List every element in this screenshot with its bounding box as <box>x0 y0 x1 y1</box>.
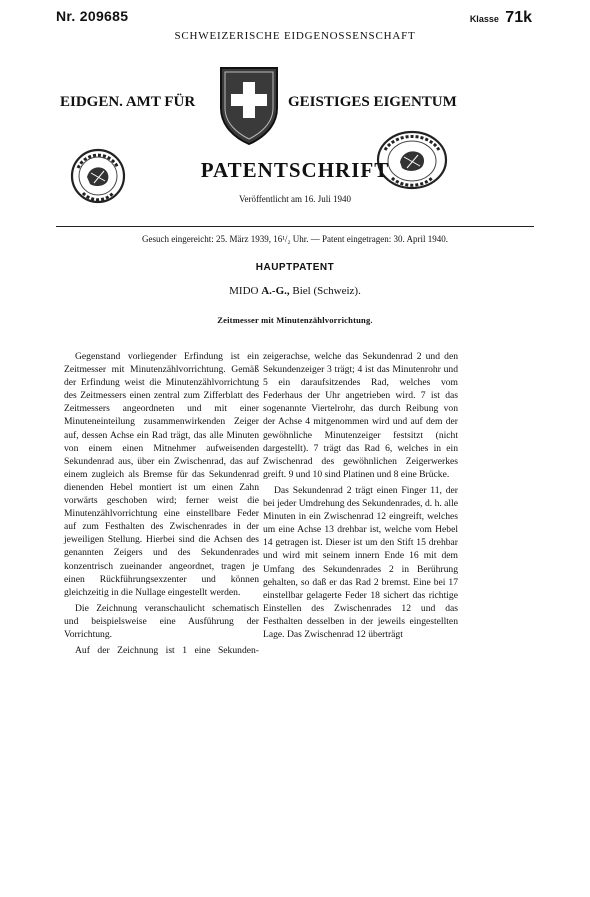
text-column-right <box>263 350 458 644</box>
class-value: 71k <box>505 9 532 26</box>
filing-dates: Gesuch eingereicht: 25. März 1939, 16¹/₂ Uhr. — Patent eingetragen: 30. April 1940. <box>141 234 449 244</box>
paragraph: Die Zeichnung veranschaulicht schematisch und beispielsweise eine Ausführung der Vorrichtung. <box>64 602 259 640</box>
patent-holder <box>0 285 590 297</box>
holder-city: Biel (Schweiz). <box>292 285 361 297</box>
office-name-right: GEISTIGES EIGENTUM <box>288 94 457 110</box>
office-name-left: EIDGEN. AMT FÜR <box>60 94 196 110</box>
publication-date: Veröffentlicht am 16. Juli 1940 <box>238 194 352 204</box>
confederation-heading: SCHWEIZERISCHE EIDGENOSSENSCHAFT <box>174 30 416 42</box>
divider-line <box>56 226 534 227</box>
document-type-heading: PATENTSCHRIFT <box>200 158 390 182</box>
paragraph: Das Sekundenrad 2 trägt einen Finger 11, der bei jeder Umdrehung des Sekundenrades, d. h. alle Minuten in ein Zwischenrad 12 eingreift, welches um eine Achse 13 drehbar ist, welche vom Hebel 14 getragen ist. Dieser ist um den Stift 15 drehbar und wird mit seinem innern Ende 16 mit dem Umfang des Sekundenrades 2 in Berührung gehalten, so daß er das Rad 2 bremst. Eine bei 17 einstellbar gelagerte Feder 18 sichert das richtige Einstellen des Zwischenrades 12 und das Festhalten desselben in der jeweils eingestellten Lage. Das Zwischenrad 12 überträgt <box>263 484 459 640</box>
paragraph: zeigerachse, welche das Sekundenrad 2 und den Sekundenzeiger 3 trägt; 4 ist das Minutenrohr und 5 ein daraufsitzendes Rad, welches vom Federhaus der Uhr angetrieben wird. 7 ist das sogenannte Viertelrohr, das durch Reibung von der Achse 4 mitgenommen wird und auf dem der gewöhnliche Minutenzeiger festsitzt (nicht dargestellt). 7 trägt das Rad 6, welches in ein Zwischenrad des gewöhnlichen Zeigerwerkes greift. 9 und 10 sind Platinen und 8 eine Brücke. <box>263 351 458 480</box>
patent-class <box>470 9 532 27</box>
paragraph: Gegenstand vorliegender Erfindung ist ein Zeitmesser mit Minutenzählvorrichtung. Gemäß der Erfindung weist die Minutenzählvorrichtung des Zeitmessers einen zentral zum Zifferblatt des Zeitmessers angeordneten und mit einer Minuteneinteilung zusammenwirkenden Zeiger auf, dessen Achse ein Rad trägt, das alle Minuten von einem einen Mitnehmer aufweisenden Sekundenrad aus, über ein Zwischenrad, das auf einem zugleich als Bremse für das Sekundenrad dienenden Hebel montiert ist um einen Zahn vorwärts geschoben wird; ferner weist die Minutenzählvorrichtung eine einstellbare Feder auf zum Festhalten des Zwischenrades in der jeweiligen Stellung. Hierbei sind die Achsen des genannten Zeigers und des Sekundenrades konzentrisch zueinander angeordnet, tragen je einen Rückführungsexzenter und können gleichzeitig in die Nullage eingestellt werden. <box>64 351 259 598</box>
holder-company: A.-G., <box>261 285 290 297</box>
text-column-left <box>64 350 259 660</box>
invention-title: Zeitmesser mit Minutenzählvorrichtung. <box>217 315 373 325</box>
paragraph: Auf der Zeichnung ist 1 eine Sekunden- <box>75 645 259 657</box>
holder-name: MIDO <box>229 285 259 297</box>
patent-number: Nr. 209685 <box>56 8 129 24</box>
class-label: Klasse <box>469 14 499 24</box>
swiss-cross-shield-icon <box>217 64 281 148</box>
patent-type: HAUPTPATENT <box>255 262 335 273</box>
